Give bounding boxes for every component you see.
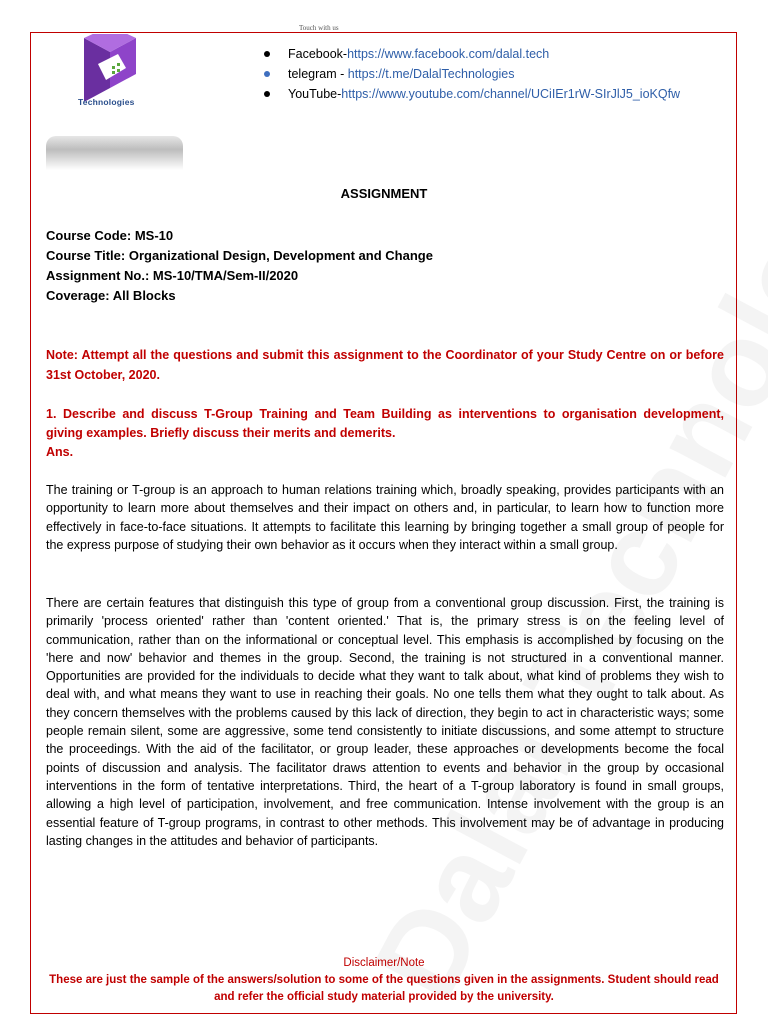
social-link-facebook bbox=[264, 44, 680, 64]
facebook-label: Facebook- bbox=[288, 47, 348, 61]
submission-note: Note: Attempt all the questions and submit this assignment to the Coordinator of your Study Centre on or before 31st October, 2020. bbox=[46, 348, 724, 382]
touch-text: Touch with us bbox=[295, 24, 343, 32]
answer-label: Ans. bbox=[46, 445, 74, 459]
bullet-icon bbox=[264, 71, 270, 77]
logo-reflection bbox=[46, 136, 183, 170]
bullet-icon bbox=[264, 51, 270, 57]
bullet-icon bbox=[264, 91, 270, 97]
course-title: Course Title: Organizational Design, Development and Change bbox=[46, 248, 433, 263]
question-1 bbox=[46, 405, 724, 462]
coverage: Coverage: All Blocks bbox=[46, 288, 176, 303]
answer-paragraph: The training or T-group is an approach to human relations training which, broadly speaking, provides participants with an opportunity to learn more about themselves and their impact on others and, in particular, to learn how to function more effectively in face-to-face situations. It attempts to facilitate this learning by bringing together a small group of people for the express purpose of studying their own behavior as it occurs when they interact within a small group. bbox=[46, 483, 724, 552]
logo-text: Technologies bbox=[78, 97, 135, 107]
social-links bbox=[264, 44, 680, 104]
telegram-label: telegram - bbox=[288, 67, 348, 81]
page-title: ASSIGNMENT bbox=[340, 186, 428, 201]
answer-paragraph: There are certain features that distinguish this type of group from a conventional group discussion. First, the training is primarily 'process oriented' rather than 'content oriented.' That is, the primary stress is on the feeling level of communication, rather than on the informational or conceptual level. This emphasis is accomplished by focusing on the 'here and now' behavior and themes in the group. Second, the training is not structured in a conventional manner. Opportunities are provided for the individuals to decide what they want to talk about, what kind of problems they wish to deal with, and what means they want to use in reaching their goals. No one tells them what they ought to talk about. As they concern themselves with the problems caused by this lack of direction, they begin to act in characteristic ways; some people remain silent, some are aggressive, some tend consistently to initiate discussions, and some attempt to structure the proceedings. With the aid of the facilitator, or group leader, these approaches or developments become the focal points of discussion and analysis. The facilitator draws attention to events and behavior in the group by occasional interventions in the form of tentative interpretations. Third, the heart of a T-group laboratory is found in small groups, allowing a high level of participation, involvement, and free communication. Intense involvement with the group is an essential feature of T-group programs, in contrast to other methods. This involvement may be of advantage in producing lasting changes in the attitudes and behavior of participants. bbox=[46, 596, 724, 848]
social-link-youtube bbox=[264, 84, 680, 104]
assignment-meta bbox=[46, 226, 433, 306]
youtube-label: YouTube- bbox=[288, 87, 342, 101]
question-text: 1. Describe and discuss T-Group Training and Team Building as interventions to organisation development, giving examples. Briefly discuss their merits and demerits. bbox=[46, 407, 724, 440]
disclaimer-title: Disclaimer/Note bbox=[343, 957, 425, 969]
assignment-number: Assignment No.: MS-10/TMA/Sem-II/2020 bbox=[46, 268, 299, 283]
youtube-link[interactable]: https://www.youtube.com/channel/UCiIEr1rW-SIrJlJ5_ioKQfw bbox=[341, 87, 681, 101]
social-link-telegram bbox=[264, 64, 680, 84]
disclaimer-text: These are just the sample of the answers/solution to some of the questions given in the assignments. Student should read and refer the official study material provided by the university. bbox=[49, 974, 719, 1003]
course-code: Course Code: MS-10 bbox=[46, 228, 174, 243]
facebook-link[interactable]: https://www.facebook.com/dalal.tech bbox=[347, 47, 550, 61]
telegram-link[interactable]: https://t.me/DalalTechnologies bbox=[347, 67, 515, 81]
disclaimer bbox=[40, 955, 728, 1006]
